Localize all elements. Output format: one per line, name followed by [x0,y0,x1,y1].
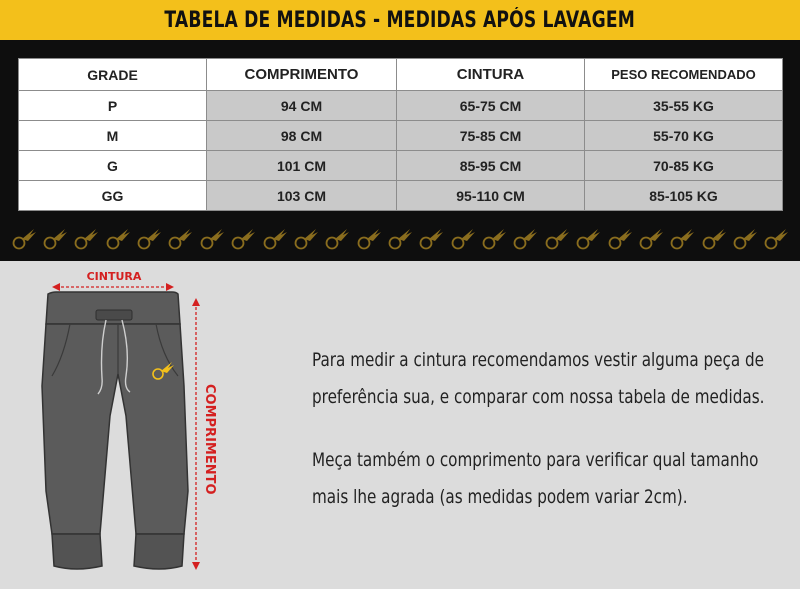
winged-ring-logo-icon [575,226,601,252]
header-grade: GRADE [19,59,207,91]
winged-ring-logo-icon [763,226,789,252]
weight-cell: 85-105 KG [585,181,783,211]
winged-ring-logo-icon [512,226,538,252]
size-cell: M [19,121,207,151]
weight-cell: 55-70 KG [585,121,783,151]
table-row [19,151,783,181]
size-table [18,58,783,211]
title-bar [0,0,800,40]
length-cell: 101 CM [207,151,397,181]
winged-ring-logo-icon [701,226,727,252]
instruction-line: Meça também o comprimento para verificar qual tamanho [312,449,759,471]
instruction-line: mais lhe agrada (as medidas podem variar 2cm). [312,486,688,508]
double-arrow-icon [52,283,174,291]
length-cell: 94 CM [207,91,397,121]
instruction-line: Para medir a cintura recomendamos vestir alguma peça de [312,349,764,371]
winged-ring-logo-icon [42,226,68,252]
size-cell: GG [19,181,207,211]
winged-ring-logo-icon [105,226,131,252]
winged-ring-logo-icon [481,226,507,252]
winged-ring-logo-icon [293,226,319,252]
header-cintura: CINTURA [397,59,585,91]
waist-cell: 75-85 CM [397,121,585,151]
weight-cell: 70-85 KG [585,151,783,181]
length-cell: 98 CM [207,121,397,151]
waist-cell: 85-95 CM [397,151,585,181]
pants-diagram [30,266,230,584]
double-arrow-icon [192,298,200,570]
winged-ring-logo-icon [387,226,413,252]
winged-ring-logo-icon [638,226,664,252]
right-cuff [134,534,184,569]
winged-ring-logo-icon [199,226,225,252]
waist-label: CINTURA [86,270,142,283]
length-cell: 103 CM [207,181,397,211]
winged-ring-logo-icon [73,226,99,252]
winged-ring-logo-icon [167,226,193,252]
left-cuff [52,534,102,569]
instruction-line: preferência sua, e comparar com nossa tabela de medidas. [312,386,765,408]
winged-ring-logo-icon [324,226,350,252]
winged-ring-logo-icon [230,226,256,252]
length-label: COMPRIMENTO [202,384,217,495]
table-header-row [19,59,783,91]
table-row [19,91,783,121]
logo-pattern-row [0,222,800,256]
winged-ring-logo-icon [356,226,382,252]
winged-ring-logo-icon [450,226,476,252]
size-cell: P [19,91,207,121]
winged-ring-logo-icon [11,226,37,252]
waist-cell: 95-110 CM [397,181,585,211]
table-row [19,181,783,211]
winged-ring-logo-icon [669,226,695,252]
header-peso: PESO RECOMENDADO [585,59,783,91]
pants-illustration [30,266,230,584]
winged-ring-logo-icon [418,226,444,252]
waist-cell: 65-75 CM [397,91,585,121]
winged-ring-logo-icon [544,226,570,252]
instructions-text [312,342,782,516]
weight-cell: 35-55 KG [585,91,783,121]
table-row [19,121,783,151]
winged-ring-logo-icon [262,226,288,252]
winged-ring-logo-icon [732,226,758,252]
page-title: TABELA DE MEDIDAS - MEDIDAS APÓS LAVAGEM [164,7,636,33]
winged-ring-logo-icon [136,226,162,252]
size-cell: G [19,151,207,181]
header-comprimento: COMPRIMENTO [207,59,397,91]
winged-ring-logo-icon [607,226,633,252]
